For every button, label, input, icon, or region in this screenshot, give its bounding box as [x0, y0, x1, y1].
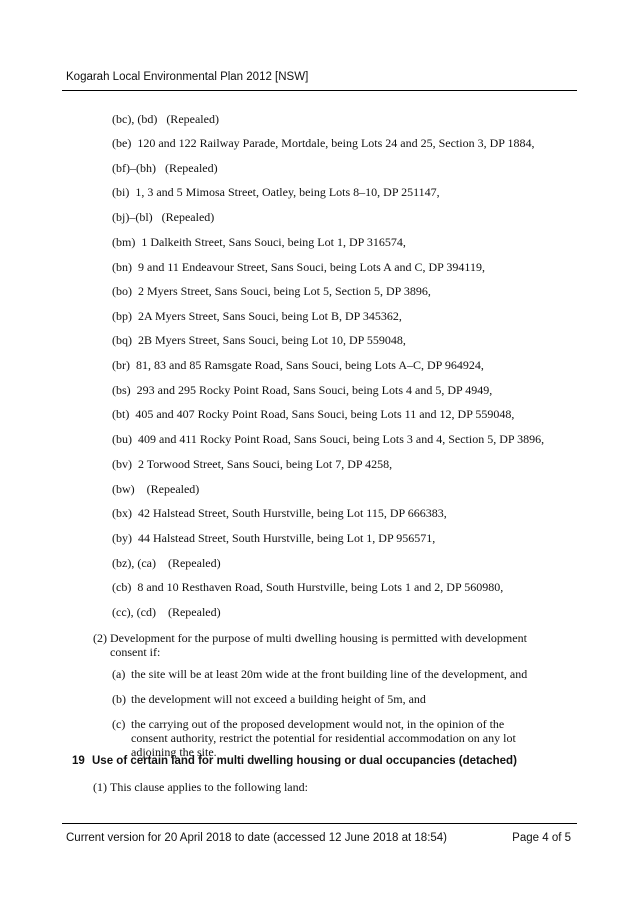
item-label: (bz), (ca) [112, 556, 156, 570]
list-item [112, 185, 440, 199]
item-label: (bt) [112, 407, 130, 421]
item-text: 2 Torwood Street, Sans Souci, being Lot 7, DP 4258, [138, 457, 393, 471]
item-label: (bm) [112, 235, 136, 249]
list-item [112, 309, 402, 323]
item-text: 405 and 407 Rocky Point Road, Sans Souci, being Lots 11 and 12, DP 559048, [135, 407, 515, 421]
paragraph-number: (b) [112, 692, 126, 706]
item-text: (Repealed) [166, 112, 219, 126]
item-text: 2A Myers Street, Sans Souci, being Lot B, DP 345362, [138, 309, 402, 323]
item-label: (by) [112, 531, 132, 545]
clause-19-subclause-1 [93, 780, 563, 794]
list-item [112, 260, 485, 274]
item-label: (bq) [112, 333, 132, 347]
item-label: (bv) [112, 457, 132, 471]
list-item [112, 136, 535, 150]
list-item [112, 580, 503, 594]
footer-divider [62, 823, 577, 824]
item-label: (bu) [112, 432, 132, 446]
list-item [112, 457, 392, 471]
list-item [112, 161, 218, 175]
list-item [112, 407, 514, 421]
document-header-title: Kogarah Local Environmental Plan 2012 [NSW] [66, 71, 309, 83]
item-text: 2B Myers Street, Sans Souci, being Lot 10, DP 559048, [138, 333, 406, 347]
list-item [112, 333, 406, 347]
item-label: (bw) [112, 482, 135, 496]
item-text: (Repealed) [167, 556, 221, 570]
paragraph-number: (a) [112, 667, 126, 681]
item-label: (bs) [112, 383, 131, 397]
item-label: (cb) [112, 580, 132, 594]
item-label: (bc), (bd) [112, 112, 158, 126]
list-item [112, 235, 406, 249]
item-text: 42 Halstead Street, South Hurstville, being Lot 115, DP 666383, [138, 506, 447, 520]
item-text: 81, 83 and 85 Ramsgate Road, Sans Souci, being Lots A–C, DP 964924, [136, 358, 484, 372]
item-text: 1, 3 and 5 Mimosa Street, Oatley, being Lots 8–10, DP 251147, [135, 185, 440, 199]
list-item [112, 531, 435, 545]
subclause-text: Development for the purpose of multi dwelling housing is permitted with development consent if: [110, 631, 527, 659]
paragraph-a [112, 667, 542, 681]
item-text: 409 and 411 Rocky Point Road, Sans Souci, being Lots 3 and 4, Section 5, DP 3896, [138, 432, 545, 446]
item-label: (bf)–(bh) [112, 161, 156, 175]
list-item [112, 432, 544, 446]
item-text: 293 and 295 Rocky Point Road, Sans Souci, being Lots 4 and 5, DP 4949, [136, 383, 493, 397]
paragraph-text: the carrying out of the proposed development would not, in the opinion of the consent authority, restrict the potential for residential accommodation on any lot adjoining the site. [131, 717, 516, 759]
paragraph-text: the development will not exceed a building height of 5m, and [131, 692, 426, 706]
item-label: (bx) [112, 506, 132, 520]
item-text: 8 and 10 Resthaven Road, South Hurstville, being Lots 1 and 2, DP 560980, [137, 580, 504, 594]
subclause-number: (1) [93, 780, 107, 794]
list-item [112, 358, 484, 372]
footer-page-number: Page 4 of 5 [512, 832, 571, 844]
item-text: 120 and 122 Railway Parade, Mortdale, being Lots 24 and 25, Section 3, DP 1884, [137, 136, 535, 150]
subclause-text: This clause applies to the following land: [110, 780, 308, 794]
list-item [112, 284, 431, 298]
list-item [112, 383, 492, 397]
item-label: (be) [112, 136, 132, 150]
item-text: (Repealed) [146, 482, 200, 496]
paragraph-number: (c) [112, 717, 126, 731]
item-label: (br) [112, 358, 130, 372]
subclause-2 [93, 631, 563, 659]
item-label: (bp) [112, 309, 132, 323]
item-text: 2 Myers Street, Sans Souci, being Lot 5, Section 5, DP 3896, [138, 284, 431, 298]
item-text: (Repealed) [167, 605, 221, 619]
item-label: (bo) [112, 284, 132, 298]
list-item [112, 482, 199, 496]
footer-version: Current version for 20 April 2018 to date (accessed 12 June 2018 at 18:54) [66, 832, 448, 844]
header-divider [62, 90, 577, 91]
clause-title: Use of certain land for multi dwelling housing or dual occupancies (detached) [92, 755, 517, 767]
item-text: (Repealed) [164, 161, 218, 175]
item-label: (bi) [112, 185, 130, 199]
item-text: 1 Dalkeith Street, Sans Souci, being Lot 1, DP 316574, [141, 235, 406, 249]
item-text: 44 Halstead Street, South Hurstville, being Lot 1, DP 956571, [138, 531, 436, 545]
list-item [112, 506, 447, 520]
list-item [112, 556, 221, 570]
paragraph-b [112, 692, 542, 706]
paragraph-c [112, 717, 542, 759]
item-label: (bn) [112, 260, 132, 274]
item-text: (Repealed) [161, 210, 215, 224]
list-item [112, 605, 221, 619]
list-item [112, 210, 214, 224]
subclause-number: (2) [93, 631, 107, 645]
item-text: 9 and 11 Endeavour Street, Sans Souci, being Lots A and C, DP 394119, [138, 260, 485, 274]
item-label: (bj)–(bl) [112, 210, 153, 224]
paragraph-text: the site will be at least 20m wide at the front building line of the development, and [131, 667, 528, 681]
clause-number: 19 [72, 755, 85, 767]
item-label: (cc), (cd) [112, 605, 156, 619]
clause-19-heading [72, 755, 517, 767]
list-item [112, 112, 219, 126]
